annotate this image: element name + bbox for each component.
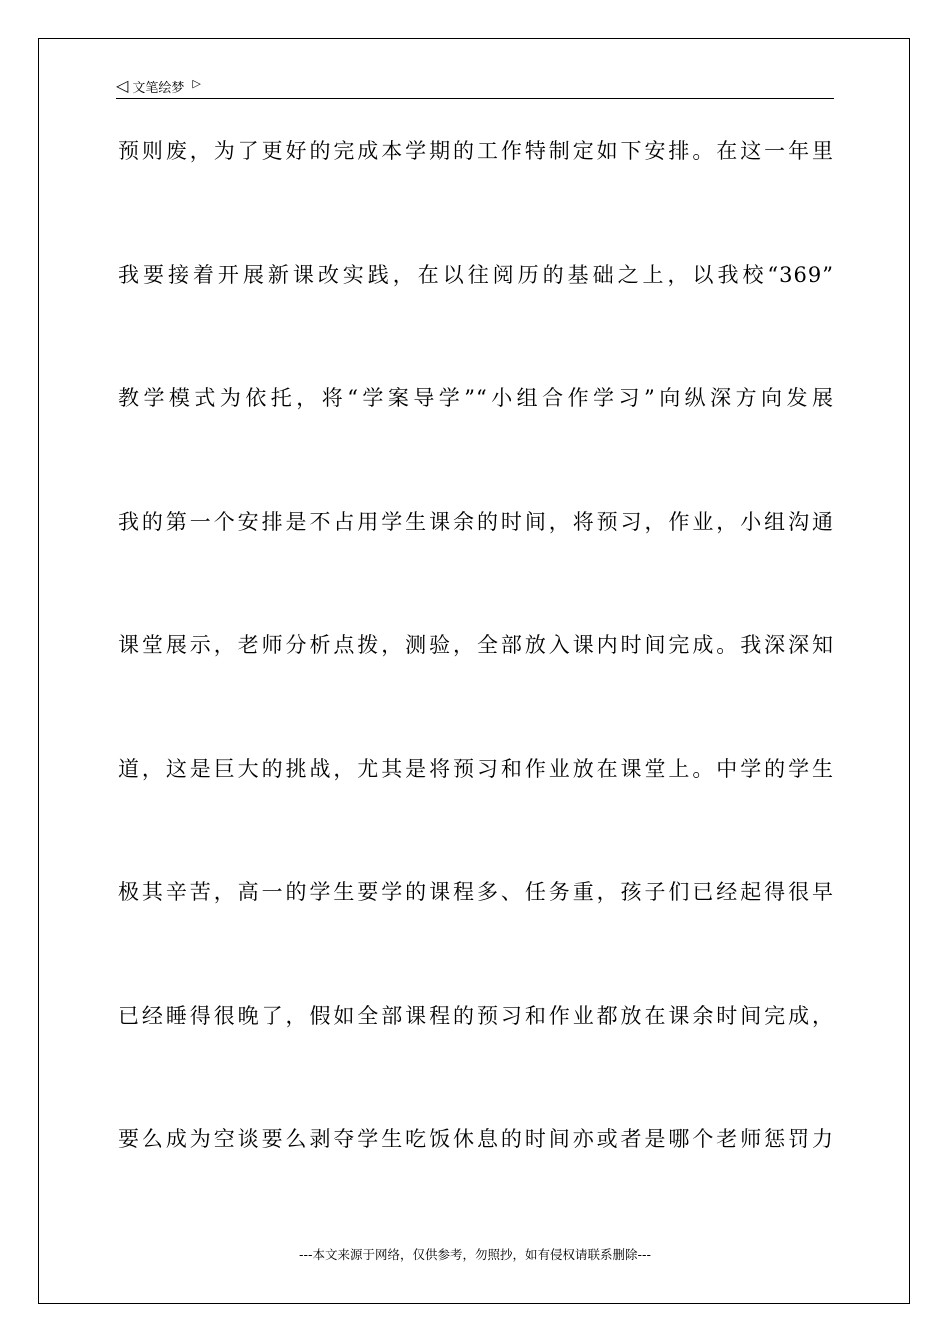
document-body xyxy=(118,137,834,1249)
text-line: 已经睡得很晚了，假如全部课程的预习和作业都放在课余时间完成， xyxy=(118,1003,834,1028)
text-line: 教学模式为依托，将“学案导学”“小组合作学习”向纵深方向发展 xyxy=(118,386,834,410)
text-line: 我的第一个安排是不占用学生课余的时间，将预习，作业，小组沟通 xyxy=(118,509,834,534)
text-line: 要么成为空谈要么剥夺学生吃饭休息的时间亦或者是哪个老师惩罚力 xyxy=(118,1127,834,1151)
text-line: 极其辛苦，高一的学生要学的课程多、任务重，孩子们已经起得很早 xyxy=(118,880,834,904)
text-line: 课堂展示，老师分析点拨，测验，全部放入课内时间完成。我深深知 xyxy=(118,633,834,657)
page-header xyxy=(116,74,834,99)
triangle-left-icon: ◁ xyxy=(116,76,129,95)
header-brand: 文笔绘梦 xyxy=(132,80,185,96)
text-line: 我要接着开展新课改实践，在以往阅历的基础之上，以我校“369” xyxy=(118,262,834,287)
text-line: 道，这是巨大的挑战，尤其是将预习和作业放在课堂上。中学的学生 xyxy=(118,756,834,781)
page-footer: ---本文来源于网络，仅供参考，勿照抄，如有侵权请联系删除--- xyxy=(298,1247,652,1262)
text-line: 预则废，为了更好的完成本学期的工作特制定如下安排。在这一年里 xyxy=(118,139,834,163)
triangle-right-icon: ▷ xyxy=(192,76,201,90)
